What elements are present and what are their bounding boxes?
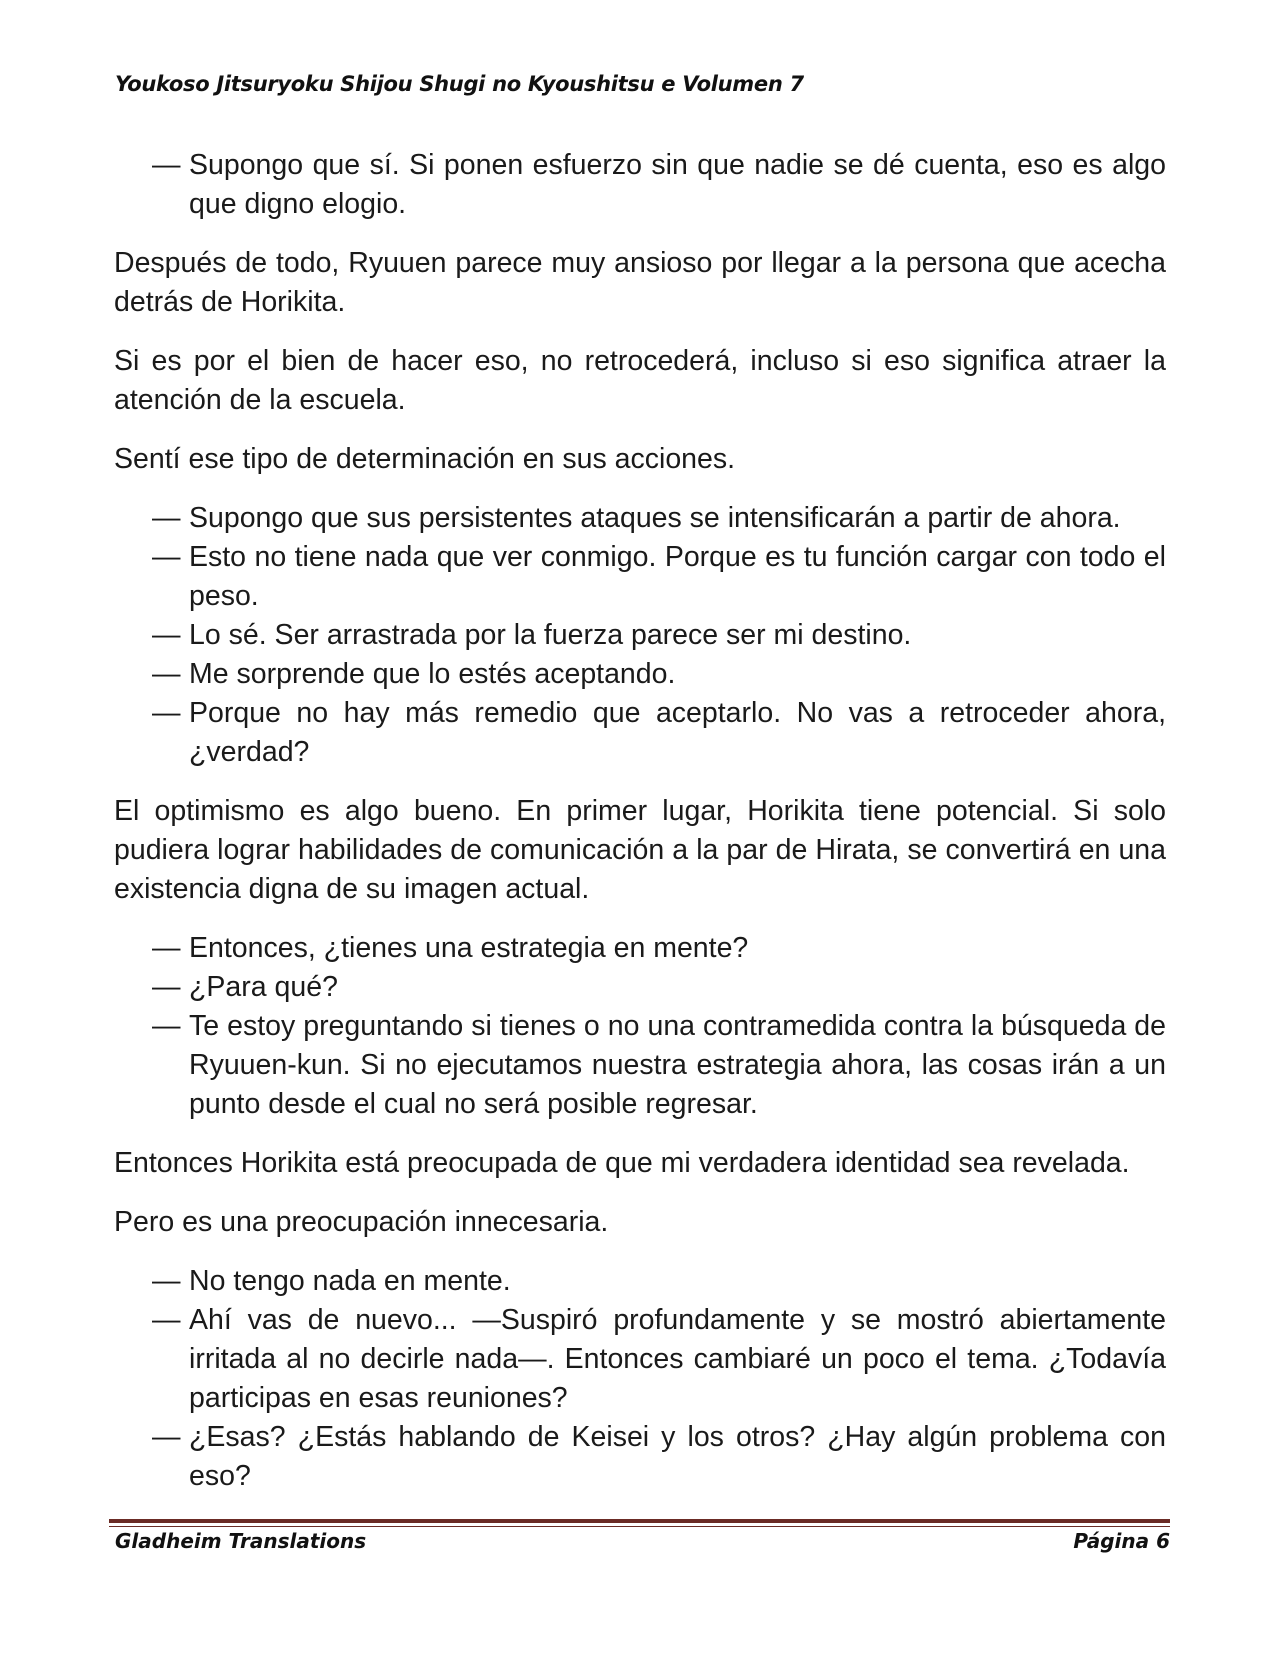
dialogue-line [114,655,1166,694]
dialogue-text: Porque no hay más remedio que aceptarlo. No vas a retroceder ahora, ¿verdad? [189,697,1166,768]
dialogue-text: ¿Para qué? [189,971,338,1003]
dialogue-dash: — [152,932,181,964]
dialogue-dash: — [152,149,181,181]
dialogue-dash: — [152,658,181,690]
dialogue-line [114,616,1166,655]
narration-paragraph: Si es por el bien de hacer eso, no retrocederá, incluso si eso significa atraer la atención de la escuela. [114,345,1166,416]
dialogue-text: Me sorprende que lo estés aceptando. [189,658,676,690]
dialogue-dash: — [152,697,181,729]
narration-paragraph: El optimismo es algo bueno. En primer lugar, Horikita tiene potencial. Si solo pudiera lograr habilidades de comunicación a la par de Hirata, se convertirá en una existencia digna de su imagen actual. [114,795,1166,905]
dialogue-line [114,1301,1166,1418]
dialogue-line [114,1007,1166,1124]
dialogue-text: No tengo nada en mente. [189,1265,511,1297]
narration-paragraph: Entonces Horikita está preocupada de que mi verdadera identidad sea revelada. [114,1147,1130,1179]
dialogue-text: Supongo que sí. Si ponen esfuerzo sin que nadie se dé cuenta, eso es algo que digno elogio. [189,149,1166,220]
dialogue-group [114,1262,1166,1496]
dialogue-line [114,1262,1166,1301]
dialogue-text: Supongo que sus persistentes ataques se intensificarán a partir de ahora. [189,502,1121,534]
dialogue-line [114,146,1166,224]
dialogue-dash: — [152,1265,181,1297]
narration-paragraph: Sentí ese tipo de determinación en sus acciones. [114,443,736,475]
footer-credit: Gladheim Translations [115,1529,367,1553]
dialogue-group [114,929,1166,1124]
page-number: Página 6 [1073,1529,1170,1553]
dialogue-text: Te estoy preguntando si tienes o no una contramedida contra la búsqueda de Ryuuen-kun. Si no ejecutamos nuestra estrategia ahora, las cosas irán a un punto desde el cual no será posible regresar. [189,1010,1166,1120]
dialogue-group [114,499,1166,772]
dialogue-group [114,146,1166,224]
dialogue-text: ¿Esas? ¿Estás hablando de Keisei y los otros? ¿Hay algún problema con eso? [189,1421,1166,1492]
dialogue-dash: — [152,971,181,1003]
dialogue-line [114,538,1166,616]
narration-paragraph: Después de todo, Ryuuen parece muy ansioso por llegar a la persona que acecha detrás de Horikita. [114,247,1166,318]
dialogue-text: Entonces, ¿tienes una estrategia en mente? [189,932,749,964]
dialogue-line [114,694,1166,772]
dialogue-text: Esto no tiene nada que ver conmigo. Porque es tu función cargar con todo el peso. [189,541,1166,612]
dialogue-dash: — [152,1304,181,1336]
dialogue-line [114,1418,1166,1496]
footer-rule-thin [109,1526,1170,1527]
narration-paragraph: Pero es una preocupación innecesaria. [114,1206,609,1238]
dialogue-line [114,929,1166,968]
dialogue-dash: — [152,1421,181,1453]
dialogue-dash: — [152,502,181,534]
dialogue-text: Ahí vas de nuevo... —Suspiró profundamente y se mostró abiertamente irritada al no decirle nada—. Entonces cambiaré un poco el tema. ¿Todavía participas en esas reuniones? [189,1304,1166,1414]
dialogue-dash: — [152,541,181,573]
dialogue-line [114,968,1166,1007]
dialogue-text: Lo sé. Ser arrastrada por la fuerza parece ser mi destino. [189,619,912,651]
page-header-title: Youkoso Jitsuryoku Shijou Shugi no Kyoushitsu e Volumen 7 [115,72,804,96]
dialogue-dash: — [152,1010,181,1042]
dialogue-dash: — [152,619,181,651]
footer-rule-thick [109,1519,1170,1523]
dialogue-line [114,499,1166,538]
page-body [114,146,1166,1516]
